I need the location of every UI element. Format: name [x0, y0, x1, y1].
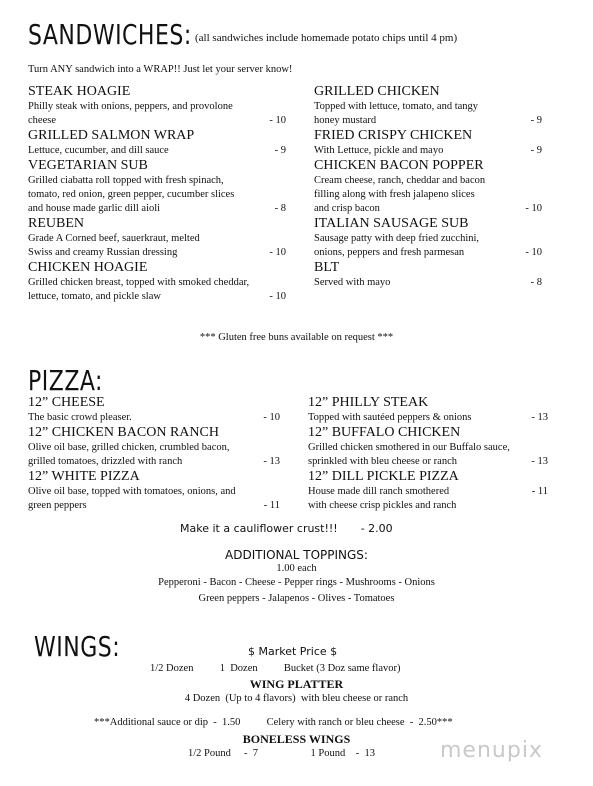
menu-item-description-text: Sausage patty with deep fried zucchini, [314, 233, 480, 244]
menu-item-description [314, 174, 552, 188]
menu-item-description-text: The basic crowd pleaser. [28, 412, 132, 423]
toppings-list-1: Pepperoni - Bacon - Cheese - Pepper rings - Mushrooms - Onions [158, 577, 435, 588]
menu-item [314, 84, 552, 128]
menu-item-price: - 11 [531, 486, 548, 497]
menu-item-description-text: Olive oil base, topped with tomatoes, onions, and [28, 486, 236, 497]
cauliflower-label: Make it a cauliflower crust!!! [180, 522, 338, 535]
menu-item [314, 128, 552, 158]
cauliflower-price: - 2.00 [360, 522, 393, 535]
menu-item-description-text: and crisp bacon [314, 203, 380, 214]
menu-item-description-text: tomato, red onion, green pepper, cucumber slices [28, 189, 235, 200]
menu-item-description-text: sprinkled with bleu cheese or ranch [308, 456, 457, 467]
menu-item-description-text: Swiss and creamy Russian dressing [28, 247, 178, 258]
menu-item [314, 260, 552, 290]
menu-item-description [28, 174, 296, 188]
menu-item [28, 425, 290, 469]
toppings-list-2: Green peppers - Jalapenos - Olives - Tomatoes [198, 593, 395, 604]
sandwiches-title: SANDWICHES: [28, 20, 192, 52]
menu-item-description [28, 499, 290, 513]
menu-item-description-text: honey mustard [314, 115, 377, 126]
menu-item [28, 469, 290, 513]
menu-item-description-text: Served with mayo [314, 277, 391, 288]
menu-item-description-text: Grilled ciabatta roll topped with fresh spinach, [28, 175, 224, 186]
menu-item [28, 260, 296, 304]
menu-item [308, 469, 558, 513]
menu-item-description [28, 485, 290, 499]
menu-item-description [314, 188, 552, 202]
menu-item-name: 12” WHITE PIZZA [28, 469, 140, 484]
menu-item-name: ITALIAN SAUSAGE SUB [314, 216, 469, 231]
menu-item [28, 84, 296, 128]
menu-item-description [308, 499, 558, 513]
menu-item-name: 12” PHILLY STEAK [308, 395, 429, 410]
menu-item [314, 158, 552, 216]
menu-item-name: STEAK HOAGIE [28, 84, 131, 99]
menu-item-description-text: Cream cheese, ranch, cheddar and bacon [314, 175, 486, 186]
menu-item-description-text: cheese [28, 115, 56, 126]
menu-item-description [28, 100, 296, 114]
wing-extras: ***Additional sauce or dip - 1.50 Celery with ranch or bleu cheese - 2.50*** [94, 717, 453, 728]
menu-item-description [308, 441, 558, 455]
menu-item-description-text: Philly steak with onions, peppers, and provolone [28, 101, 233, 112]
toppings-title: ADDITIONAL TOPPINGS: [225, 548, 368, 562]
menu-item-description-text: Topped with lettuce, tomato, and tangy [314, 101, 479, 112]
market-price: $ Market Price $ [248, 645, 338, 658]
menu-item-price: - 10 [525, 203, 542, 214]
menu-item-description-text: lettuce, tomato, and pickle slaw [28, 291, 161, 302]
menu-item-description [28, 441, 290, 455]
menu-item-description-text: grilled tomatoes, drizzled with ranch [28, 456, 183, 467]
menu-item-description [308, 455, 558, 469]
wings-title: WINGS: [34, 632, 121, 664]
menu-item [28, 216, 296, 260]
menu-item-name: CHICKEN BACON POPPER [314, 158, 484, 173]
menu-item-price: - 10 [263, 412, 280, 423]
menu-item-name: 12” DILL PICKLE PIZZA [308, 469, 459, 484]
sandwiches-left-column [28, 84, 296, 304]
menu-item-description [28, 411, 290, 425]
sandwiches-subtitle: (all sandwiches include homemade potato chips until 4 pm) [195, 32, 458, 44]
menu-item-description [28, 455, 290, 469]
menu-item-description [28, 188, 296, 202]
menu-item-price: - 10 [525, 247, 542, 258]
boneless-sizes: 1/2 Pound - 7 1 Pound - 13 [188, 748, 375, 759]
menu-item-description-text: filling along with fresh jalapeno slices [314, 189, 475, 200]
menu-item-description [314, 246, 552, 260]
menu-item-description [314, 144, 552, 158]
menu-item-description-text: Grilled chicken breast, topped with smoked cheddar, [28, 277, 250, 288]
menu-item [314, 216, 552, 260]
menu-item-price: - 11 [263, 500, 280, 511]
menu-item [28, 395, 290, 425]
menu-item-description-text: and house made garlic dill aioli [28, 203, 161, 214]
menu-item-description [314, 100, 552, 114]
menu-item-price: - 13 [531, 412, 548, 423]
menu-item [28, 158, 296, 216]
menu-item-description-text: green peppers [28, 500, 87, 511]
menu-item-name: 12” BUFFALO CHICKEN [308, 425, 461, 440]
menu-item-description [314, 276, 552, 290]
menu-item-description [314, 232, 552, 246]
menu-item-description-text: Grilled chicken smothered in our Buffalo sauce, [308, 442, 510, 453]
boneless-title: BONELESS WINGS [242, 732, 351, 746]
menupix-watermark: menupix [440, 738, 543, 763]
menu-item-description-text: With Lettuce, pickle and mayo [314, 145, 444, 156]
pizza-left-column [28, 395, 290, 513]
menu-item-price: - 8 [274, 203, 286, 214]
menu-item-price: - 9 [530, 145, 542, 156]
menu-item-description-text: Topped with sautéed peppers & onions [308, 412, 472, 423]
menu-item-name: 12” CHEESE [28, 395, 105, 410]
menu-item-description [28, 246, 296, 260]
menu-item-description-text: onions, peppers and fresh parmesan [314, 247, 465, 258]
menu-item-name: 12” CHICKEN BACON RANCH [28, 425, 219, 440]
gluten-note: *** Gluten free buns available on request *** [199, 332, 394, 343]
menu-item-price: - 10 [269, 291, 286, 302]
menu-item-name: VEGETARIAN SUB [28, 158, 148, 173]
menu-item-description-text: Olive oil base, grilled chicken, crumbled bacon, [28, 442, 230, 453]
menu-item-name: REUBEN [28, 216, 84, 231]
menu-item-name: FRIED CRISPY CHICKEN [314, 128, 473, 143]
toppings-price: 1.00 each [276, 563, 317, 574]
wing-sizes: 1/2 Dozen 1 Dozen Bucket (3 Doz same flavor) [150, 663, 401, 674]
menu-item-price: - 8 [530, 277, 542, 288]
menu-item-price: - 13 [263, 456, 280, 467]
menu-item-description [28, 202, 296, 216]
menu-item-description-text: Grade A Corned beef, sauerkraut, melted [28, 233, 200, 244]
menu-item [308, 395, 558, 425]
menu-item-description [308, 411, 558, 425]
menu-item-price: - 9 [530, 115, 542, 126]
menu-item-price: - 10 [269, 115, 286, 126]
menu-item-name: GRILLED CHICKEN [314, 84, 440, 99]
menu-item-description [28, 276, 296, 290]
menu-item-description-text: with cheese crisp pickles and ranch [308, 500, 457, 511]
menu-item-price: - 9 [274, 145, 286, 156]
platter-title: WING PLATTER [249, 677, 344, 691]
pizza-title: PIZZA: [28, 366, 103, 398]
menu-item-name: BLT [314, 260, 340, 275]
menu-item [308, 425, 558, 469]
menu-item-description-text: Lettuce, cucumber, and dill sauce [28, 145, 169, 156]
menu-item-price: - 10 [269, 247, 286, 258]
menu-item-description [314, 202, 552, 216]
menu-item [28, 128, 296, 158]
menu-item-description [314, 114, 552, 128]
menu-item-description [308, 485, 558, 499]
platter-desc: 4 Dozen (Up to 4 flavors) with bleu cheese or ranch [184, 693, 409, 704]
wrap-note: Turn ANY sandwich into a WRAP!! Just let your server know! [28, 64, 293, 75]
menu-item-description [28, 232, 296, 246]
menu-item-description [28, 144, 296, 158]
menu-item-description [28, 290, 296, 304]
menu-item-name: CHICKEN HOAGIE [28, 260, 148, 275]
sandwiches-right-column [314, 84, 552, 290]
menu-item-name: GRILLED SALMON WRAP [28, 128, 195, 143]
menu-item-description [28, 114, 296, 128]
menu-item-description-text: House made dill ranch smothered [308, 486, 450, 497]
menu-item-price: - 13 [531, 456, 548, 467]
pizza-right-column [308, 395, 558, 513]
cauliflower-crust [180, 522, 393, 535]
